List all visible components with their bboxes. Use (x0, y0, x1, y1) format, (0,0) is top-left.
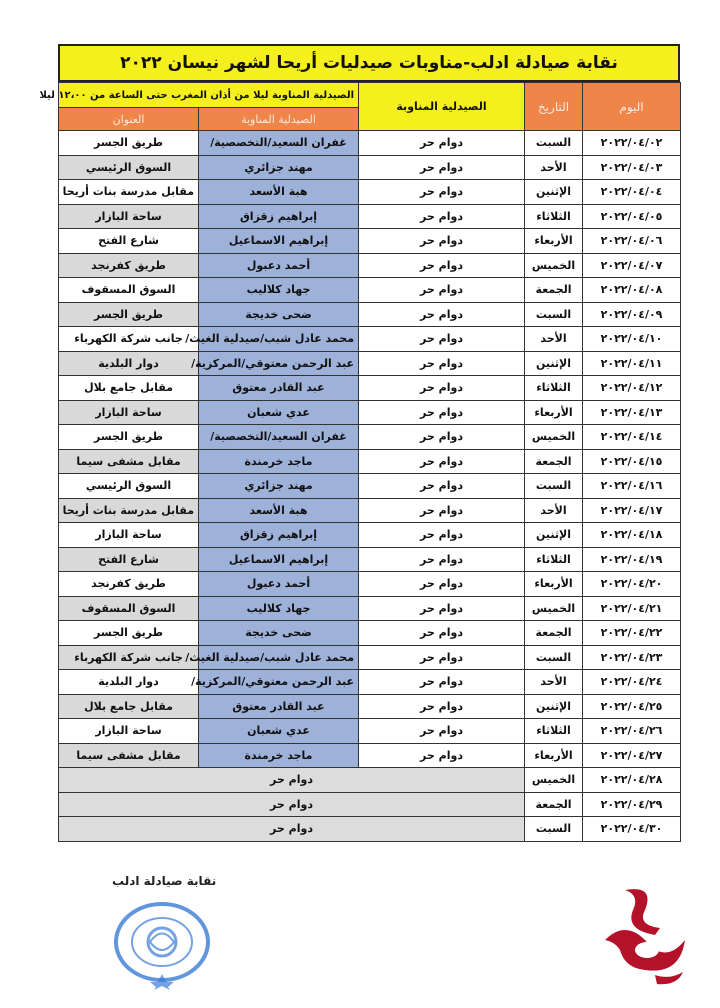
header-date: التاريخ (525, 83, 583, 131)
address-cell: مقابل مشفى سيما (59, 449, 199, 474)
day-cell: السبت (525, 645, 583, 670)
address-cell: شارع الفتح (59, 547, 199, 572)
date-cell: ٢٠٢٢/٠٤/١٣ (583, 400, 681, 425)
date-cell: ٢٠٢٢/٠٤/٠٥ (583, 204, 681, 229)
date-cell: ٢٠٢٢/٠٤/١٨ (583, 523, 681, 548)
address-cell: مقابل جامع بلال (59, 376, 199, 401)
date-cell: ٢٠٢٢/٠٤/٢٠ (583, 572, 681, 597)
address-cell: طريق الجسر (59, 425, 199, 450)
address-cell: ساحة البازار (59, 719, 199, 744)
date-cell: ٢٠٢٢/٠٤/٢١ (583, 596, 681, 621)
table-row (59, 621, 681, 646)
date-cell: ٢٠٢٢/٠٤/٠٢ (583, 131, 681, 156)
table-row (59, 351, 681, 376)
date-cell: ٢٠٢٢/٠٤/١٩ (583, 547, 681, 572)
address-cell: جانب شركة الكهرباء (59, 645, 199, 670)
table-row (59, 596, 681, 621)
date-cell: ٢٠٢٢/٠٤/٢٤ (583, 670, 681, 695)
stamp-label: نقابة صيادلة ادلب (112, 874, 217, 888)
day-cell: الثلاثاء (525, 376, 583, 401)
pharmacy-cell: جهاد كلاليب (199, 596, 359, 621)
date-cell: ٢٠٢٢/٠٤/١٤ (583, 425, 681, 450)
day-cell: الأحد (525, 155, 583, 180)
table-row (59, 449, 681, 474)
duty-cell: دوام حر (359, 719, 525, 744)
table-row (59, 400, 681, 425)
pharmacy-cell: هبة الأسعد (199, 498, 359, 523)
pharmacy-cell: عبد الرحمن معتوقي/المركزية/ (199, 670, 359, 695)
address-cell: ساحة البازار (59, 523, 199, 548)
date-cell: ٢٠٢٢/٠٤/١١ (583, 351, 681, 376)
duty-cell: دوام حر (359, 278, 525, 303)
duty-cell: دوام حر (359, 131, 525, 156)
day-cell: الثلاثاء (525, 204, 583, 229)
table-row (59, 131, 681, 156)
pharmacy-cell: إبراهيم الاسماعيل (199, 229, 359, 254)
pharmacy-cell: محمد عادل شبب/صيدلية الغيث/ (199, 327, 359, 352)
date-cell: ٢٠٢٢/٠٤/٣٠ (583, 817, 681, 842)
table-row (59, 792, 681, 817)
merged-duty-cell: دوام حر (59, 817, 525, 842)
pharmacy-cell: أحمد دعبول (199, 253, 359, 278)
address-cell: طريق كفرنجد (59, 572, 199, 597)
address-cell: مقابل مدرسة بنات أريحا (59, 180, 199, 205)
day-cell: الإثنين (525, 523, 583, 548)
pharmacy-cell: غفران السعيد/التخصصية/ (199, 131, 359, 156)
day-cell: الخميس (525, 253, 583, 278)
merged-duty-cell: دوام حر (59, 792, 525, 817)
table-row (59, 719, 681, 744)
table-row (59, 180, 681, 205)
duty-cell: دوام حر (359, 327, 525, 352)
pharmacy-cell: عبد الرحمن معتوقي/المركزية/ (199, 351, 359, 376)
duty-cell: دوام حر (359, 351, 525, 376)
table-row (59, 523, 681, 548)
date-cell: ٢٠٢٢/٠٤/٢٧ (583, 743, 681, 768)
pharmacy-cell: عبد القادر معتوق (199, 376, 359, 401)
day-cell: السبت (525, 817, 583, 842)
day-cell: الثلاثاء (525, 547, 583, 572)
address-cell: السوق الرئيسي (59, 474, 199, 499)
header-duty-pharmacy: الصيدلية المناوبة (359, 83, 525, 131)
duty-cell: دوام حر (359, 694, 525, 719)
address-cell: السوق المسقوف (59, 278, 199, 303)
day-cell: الخميس (525, 425, 583, 450)
table-row (59, 302, 681, 327)
table-row (59, 253, 681, 278)
address-cell: مقابل مدرسة بنات أريحا (59, 498, 199, 523)
header-day: اليوم (583, 83, 681, 131)
day-cell: الخميس (525, 768, 583, 793)
duty-cell: دوام حر (359, 572, 525, 597)
day-cell: الجمعة (525, 449, 583, 474)
date-cell: ٢٠٢٢/٠٤/٢٣ (583, 645, 681, 670)
schedule-sheet (39, 44, 680, 842)
page-title: نقابة صيادلة ادلب-مناوبات صيدليات أريحا لشهر نيسان ٢٠٢٢ (58, 44, 680, 82)
table-row (59, 694, 681, 719)
pharmacy-cell: إبراهيم الاسماعيل (199, 547, 359, 572)
header-address: العنوان (59, 108, 199, 131)
date-cell: ٢٠٢٢/٠٤/٢٢ (583, 621, 681, 646)
pharmacy-cell: أحمد دعبول (199, 572, 359, 597)
address-cell: طريق كفرنجد (59, 253, 199, 278)
brand-logo (585, 880, 695, 990)
pharmacy-cell: عدي شعبان (199, 719, 359, 744)
duty-cell: دوام حر (359, 180, 525, 205)
date-cell: ٢٠٢٢/٠٤/٠٩ (583, 302, 681, 327)
day-cell: السبت (525, 302, 583, 327)
duty-cell: دوام حر (359, 229, 525, 254)
table-row (59, 817, 681, 842)
address-cell: ساحة البازار (59, 204, 199, 229)
address-cell: ساحة البازار (59, 400, 199, 425)
table-row (59, 768, 681, 793)
date-cell: ٢٠٢٢/٠٤/١٠ (583, 327, 681, 352)
table-row (59, 204, 681, 229)
date-cell: ٢٠٢٢/٠٤/٢٦ (583, 719, 681, 744)
duty-cell: دوام حر (359, 621, 525, 646)
day-cell: الثلاثاء (525, 719, 583, 744)
day-cell: الأربعاء (525, 229, 583, 254)
duty-cell: دوام حر (359, 523, 525, 548)
table-row (59, 498, 681, 523)
day-cell: الأحد (525, 670, 583, 695)
duty-cell: دوام حر (359, 425, 525, 450)
pharmacy-cell: ضحى خديجة (199, 302, 359, 327)
duty-cell: دوام حر (359, 474, 525, 499)
day-cell: الأحد (525, 327, 583, 352)
date-cell: ٢٠٢٢/٠٤/١٥ (583, 449, 681, 474)
duty-cell: دوام حر (359, 376, 525, 401)
duty-cell: دوام حر (359, 547, 525, 572)
stamp-seal (100, 880, 230, 990)
day-cell: الإثنين (525, 351, 583, 376)
pharmacy-cell: عبد القادر معتوق (199, 694, 359, 719)
date-cell: ٢٠٢٢/٠٤/١٦ (583, 474, 681, 499)
pharmacy-cell: محمد عادل شبب/صيدلية الغيث/ (199, 645, 359, 670)
day-cell: الأربعاء (525, 743, 583, 768)
pharmacy-cell: ضحى خديجة (199, 621, 359, 646)
duty-cell: دوام حر (359, 400, 525, 425)
pharmacy-cell: هبة الأسعد (199, 180, 359, 205)
day-cell: الأربعاء (525, 572, 583, 597)
duty-cell: دوام حر (359, 670, 525, 695)
address-cell: دوار البلدية (59, 351, 199, 376)
day-cell: الأربعاء (525, 400, 583, 425)
table-row (59, 376, 681, 401)
header-pharmacy: الصيدلية المناوبة (199, 108, 359, 131)
table-row (59, 327, 681, 352)
day-cell: الجمعة (525, 792, 583, 817)
table-row (59, 670, 681, 695)
address-cell: السوق المسقوف (59, 596, 199, 621)
date-cell: ٢٠٢٢/٠٤/١٧ (583, 498, 681, 523)
merged-duty-cell: دوام حر (59, 768, 525, 793)
day-cell: السبت (525, 131, 583, 156)
day-cell: الإثنين (525, 694, 583, 719)
table-row (59, 572, 681, 597)
address-cell: السوق الرئيسي (59, 155, 199, 180)
duty-cell: دوام حر (359, 596, 525, 621)
pharmacy-cell: عدي شعبان (199, 400, 359, 425)
duty-cell: دوام حر (359, 645, 525, 670)
pharmacy-cell: إبراهيم زقزاق (199, 204, 359, 229)
address-cell: دوار البلدية (59, 670, 199, 695)
table-row (59, 547, 681, 572)
table-row (59, 155, 681, 180)
duty-cell: دوام حر (359, 498, 525, 523)
date-cell: ٢٠٢٢/٠٤/١٢ (583, 376, 681, 401)
pharmacy-cell: مهند جزائري (199, 474, 359, 499)
address-cell: جانب شركة الكهرباء (59, 327, 199, 352)
address-cell: مقابل مشفى سيما (59, 743, 199, 768)
day-cell: الجمعة (525, 621, 583, 646)
date-cell: ٢٠٢٢/٠٤/٠٦ (583, 229, 681, 254)
duty-cell: دوام حر (359, 302, 525, 327)
schedule-body (59, 131, 681, 842)
table-row (59, 425, 681, 450)
table-row (59, 278, 681, 303)
duty-cell: دوام حر (359, 449, 525, 474)
schedule-table (39, 82, 681, 842)
address-cell: طريق الجسر (59, 131, 199, 156)
duty-cell: دوام حر (359, 743, 525, 768)
day-cell: الأحد (525, 498, 583, 523)
date-cell: ٢٠٢٢/٠٤/٢٩ (583, 792, 681, 817)
pharmacy-cell: جهاد كلاليب (199, 278, 359, 303)
pharmacy-cell: غفران السعيد/التخصصية/ (199, 425, 359, 450)
pharmacy-cell: ماجد خرمندة (199, 743, 359, 768)
duty-cell: دوام حر (359, 155, 525, 180)
table-row (59, 645, 681, 670)
day-cell: الجمعة (525, 278, 583, 303)
duty-cell: دوام حر (359, 204, 525, 229)
address-cell: طريق الجسر (59, 621, 199, 646)
date-cell: ٢٠٢٢/٠٤/٠٧ (583, 253, 681, 278)
address-cell: طريق الجسر (59, 302, 199, 327)
header-night-note: الصيدلية المناوبة ليلا من أذان المغرب حتى الساعة من ١٢،٠٠ ليلا (59, 83, 359, 108)
date-cell: ٢٠٢٢/٠٤/٠٤ (583, 180, 681, 205)
table-row (59, 229, 681, 254)
address-cell: مقابل جامع بلال (59, 694, 199, 719)
day-cell: السبت (525, 474, 583, 499)
date-cell: ٢٠٢٢/٠٤/٢٨ (583, 768, 681, 793)
date-cell: ٢٠٢٢/٠٤/٠٨ (583, 278, 681, 303)
date-cell: ٢٠٢٢/٠٤/٠٣ (583, 155, 681, 180)
pharmacy-cell: مهند جزائري (199, 155, 359, 180)
pharmacy-cell: إبراهيم زقزاق (199, 523, 359, 548)
table-row (59, 743, 681, 768)
duty-cell: دوام حر (359, 253, 525, 278)
day-cell: الإثنين (525, 180, 583, 205)
table-row (59, 474, 681, 499)
address-cell: شارع الفتح (59, 229, 199, 254)
date-cell: ٢٠٢٢/٠٤/٢٥ (583, 694, 681, 719)
day-cell: الخميس (525, 596, 583, 621)
pharmacy-cell: ماجد خرمندة (199, 449, 359, 474)
